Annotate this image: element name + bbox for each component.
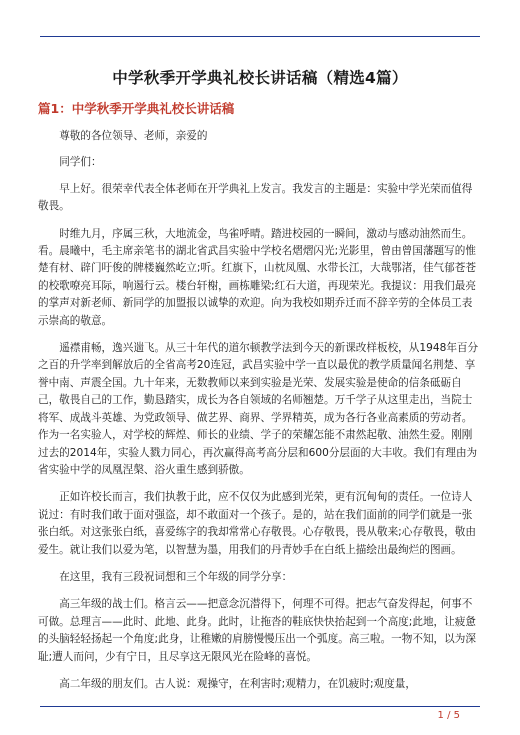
paragraph: 在这里，我有三段祝词想和三个年级的同学分享： [59, 570, 293, 583]
paragraph: 早上好。很荣幸代表全体老师在开学典礼上发言。我发言的主题是：实验中学光荣而值得敬畏。 [38, 182, 473, 213]
page-number: 1 / 5 [437, 710, 460, 721]
paragraph: 正如许校长而言，我们执教于此，应不仅仅为此感到光荣，更有沉甸甸的责任。一位诗人说过：有时我们敢于面对强盗，却不敢面对一个孩子。是的，站在我们面前的同学们就是一张张白纸。对这张张白纸，喜爱练字的我却常常心存敬畏。心存敬畏，畏从敬来;心存敬畏，敬由爱生。就让我们以爱为笔，以智慧为墨，用我们的丹青妙手在白纸上描绘出最绚烂的图画。 [38, 491, 476, 556]
document-body [38, 128, 482, 703]
document-title: 中学秋季开学典礼校长讲话稿（精选4篇） [112, 69, 408, 87]
paragraph: 遥襟甫畅，逸兴遄飞。从三十年代的道尔顿教学法到今天的新课改样板校，从1948年百分之百的升学率到解放后的全省高考20连冠，武昌实验中学一直以最优的教学质量闻名荆楚、享誉中南、声震全国。九十年来，无数教师以来到实验是光荣、发展实验是使命的信条砥砺自己，敬畏自己的工作，勤恳踏实，成长为各自领域的名师翘楚。万千学子从这里走出，当院士将军、成战斗英雄、为党政领导、做艺界、商界、学界精英，成为各行各业高素质的劳动者。作为一名实验人，对学校的辉煌、师长的业绩、学子的荣耀怎能不肃然起敬、油然生爱。刚刚过去的2014年，实验人戮力同心，再次赢得高考高分层和600分层面的大丰收。我们有理由为省实验中学的凤凰涅槃、浴火重生感到骄傲。 [38, 342, 479, 476]
header-rule [40, 36, 480, 37]
paragraph-salutation-cont: 同学们： [59, 156, 102, 169]
paragraph: 高二年级的朋友们。古人说：观操守，在利害时;观精力，在饥疲时;观度量， [59, 677, 416, 690]
paragraph-salutation: 尊敬的各位领导、老师，亲爱的 [59, 130, 208, 142]
section-heading: 篇1：中学秋季开学典礼校长讲话稿 [38, 101, 235, 116]
footer-rule [40, 706, 480, 707]
paragraph: 高三年级的战士们。格言云——把意念沉潜得下，何理不可得。把志气奋发得起，何事不可做。总理言——此时、此地、此身。此时，让拖沓的鞋底快快抬起到一个高度;此地，让疲惫的头脑轻轻扬起一个角度;此身，让稚嫩的肩膀慢慢压出一个弧度。高三啦。一物不知，以为深耻;遭人而问，少有宁日，且尽享这无限风光在险峰的喜悦。 [38, 598, 476, 663]
paragraph: 时维九月，序属三秋，大地流金，鸟雀呼晴。踏进校园的一瞬间，激动与感动油然而生。看。晨曦中，毛主席亲笔书的湖北省武昌实验中学校名熠熠闪光;光影里，曾由曾国藩题写的惟楚有材、辟门吁俊的牌楼巍然屹立;听。红旗下，山枕凤凰、水带长江，大哉鄂渚，佳气郁苍苍的校歌嘹亮耳际，响遏行云。楼台轩榭，画栋雕梁;红石大道，再现荣光。我提议：用我们最亮的掌声对新老师、新同学的加盟报以诚挚的欢迎。向为我校如期乔迁而不辞辛劳的全体员工表示崇高的敬意。 [38, 227, 476, 327]
